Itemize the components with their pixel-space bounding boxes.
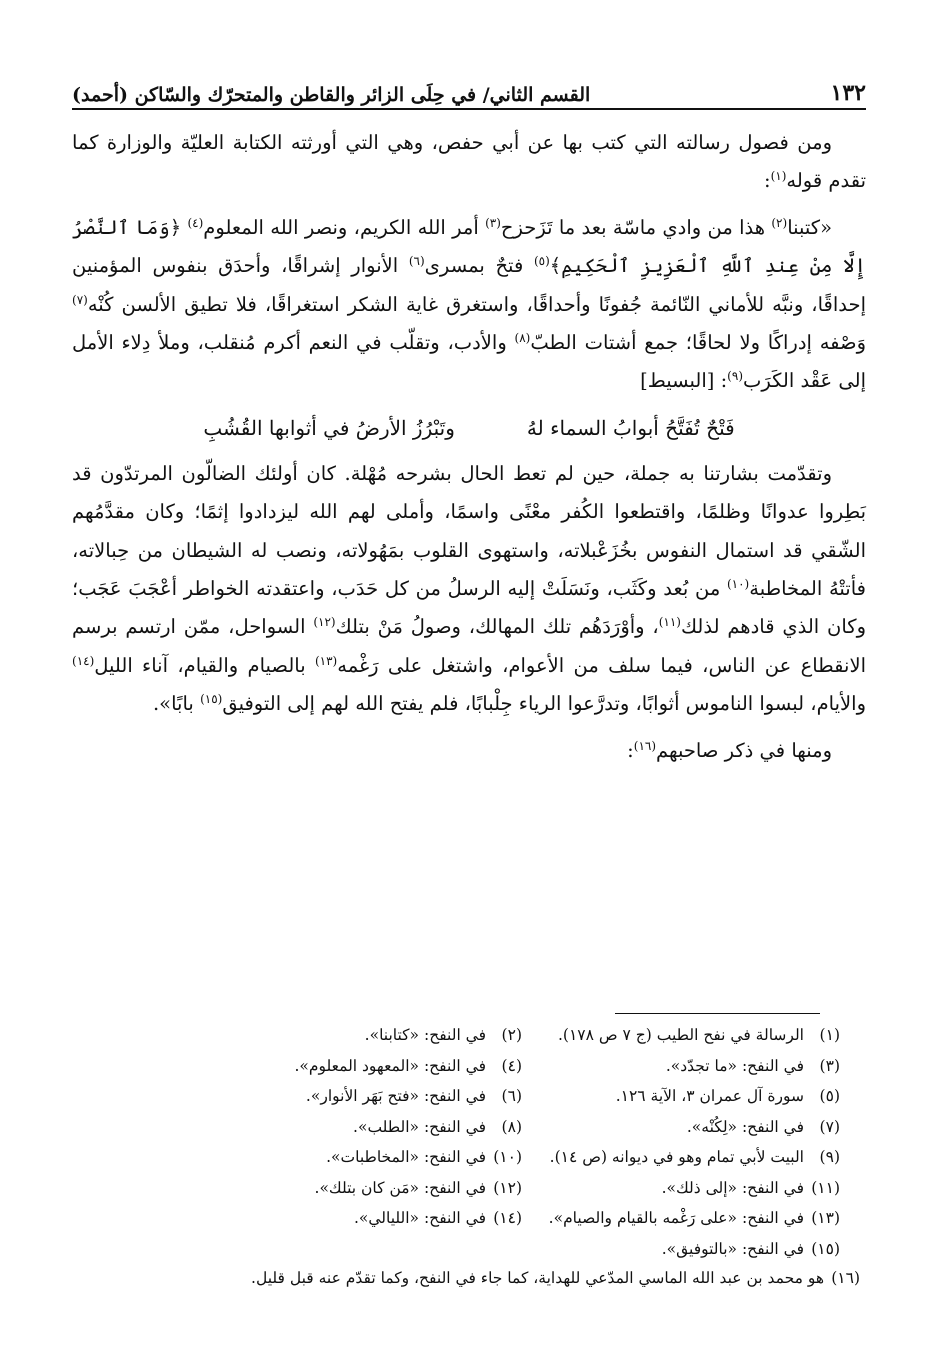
- footnote-ref-12[interactable]: (١٢): [313, 615, 336, 630]
- footnote-ref-9[interactable]: (٩): [727, 369, 743, 384]
- footnote-15: [522, 1234, 840, 1265]
- footnote-6: [204, 1081, 522, 1112]
- footnote-5: [522, 1081, 840, 1112]
- footnote-text: في النفح: «كتابنا».: [364, 1026, 486, 1044]
- footnote-text: في النفح: «لِكُنْه».: [686, 1117, 804, 1136]
- page-number: ١٣٢: [830, 80, 866, 106]
- footnote-14: [204, 1203, 522, 1234]
- footnote-number: (١٤): [493, 1209, 522, 1227]
- paragraph-1-tail: :: [764, 169, 771, 193]
- footnote-text: في النفح: «المخاطبات».: [326, 1148, 486, 1166]
- footnote-number: (١٥): [811, 1239, 840, 1258]
- footnote-row: [70, 1234, 840, 1265]
- footnotes: [70, 1020, 860, 1292]
- text-span: من بُعد وكَثَب، ونَسَلَتْ إليه الرسلُ من كل حَدَب، واعتقدته الخواطر أعْجَبَ عَجَب؛ وكان الذي قادهم لذلك: [72, 577, 866, 639]
- meter-label: : [البسيط]: [640, 369, 728, 393]
- footnote-ref-5[interactable]: (٥): [533, 254, 550, 269]
- text-span: والأيام، لبسوا الناموس أثوابًا، وتدرَّعوا الرياء جِلْبابًا، فلم يفتح الله لهم إلى التوفيق: [222, 692, 866, 716]
- quran-quote: ﴿وَمَا ٱلنَّصْرُ إِلَّا مِنْ عِندِ ٱللَّهِ ٱلْعَزِيزِ ٱلْحَكِيمِ﴾: [72, 215, 866, 278]
- footnote-ref-15[interactable]: (١٥): [200, 692, 223, 707]
- footnote-9: [522, 1142, 840, 1173]
- running-header: [72, 72, 866, 106]
- footnote-row: [70, 1142, 840, 1173]
- footnote-4: [204, 1051, 522, 1082]
- footnote-text: في النفح: «ما تجدّد».: [665, 1056, 804, 1075]
- footnote-ref-10[interactable]: (١٠): [726, 577, 750, 592]
- footnote-ref-13[interactable]: (١٣): [314, 653, 338, 668]
- footnote-number: (١٦): [831, 1269, 860, 1287]
- footnote-row: [70, 1173, 840, 1204]
- footnote-text: البيت لأبي تمام وهو في ديوانه (ص ١٤).: [549, 1148, 804, 1166]
- footnote-number: (٣): [819, 1056, 840, 1075]
- text-span: والأدب، وتقلّب في النعم أكرم مُنقلب، وملأ دِلاء الأمل إلى عَقْد الكَرَب: [72, 331, 866, 393]
- footnote-text: في النفح: «المعهود المعلوم».: [294, 1056, 486, 1075]
- paragraph-2: [72, 209, 866, 401]
- footnote-text: في النفح: «الطلب».: [353, 1117, 486, 1136]
- footnote-ref-8[interactable]: (٨): [514, 331, 531, 346]
- text-span: ، وأوْرَدَهُم تلك المهالك، وصولُ مَنْ بتلك: [335, 615, 659, 639]
- text-span: وَصْفه إدراكًا ولا لحاقًا؛ جمع أشتات الطبّ: [530, 331, 866, 355]
- text-span: الأنوار إشراقًا، وأحدَق بنفوس المؤمنين إحداقًا، ونبَّه للأماني النّائمة جُفونًا وأحداقًا، واستغرق غاية الشكر استغراقًا، فلا تطيق الألسن كُنْه: [72, 254, 866, 316]
- footnote-13: [522, 1203, 840, 1234]
- footnote-text: في النفح: «فتح بَهَر الأنوار».: [305, 1087, 486, 1105]
- footnote-row: [70, 1112, 840, 1143]
- paragraph-1-text: ومن فصول رسالته التي كتب بها عن أبي حفص، وهي التي أورثته الكتابة العليّة والوزارة كما تقدم قوله: [72, 131, 866, 193]
- footnote-text: هو محمد بن عبد الله الماسي المدّعي للهداية، كما جاء في النفح، وكما تقدّم عنه قبل قليل.: [251, 1269, 824, 1287]
- text-span: أمر الله الكريم، ونصر الله المعلوم: [203, 215, 486, 239]
- footnote-text: في النفح: «مَن كان بتلك».: [314, 1178, 486, 1197]
- main-text: [72, 124, 866, 770]
- footnote-number: (٢): [501, 1026, 522, 1044]
- text-span: بابًا».: [152, 692, 201, 716]
- footnote-number: (٧): [819, 1117, 840, 1136]
- footnote-11: [522, 1173, 840, 1204]
- footnote-number: (١): [819, 1026, 840, 1044]
- footnote-ref-4[interactable]: (٤): [187, 215, 204, 230]
- footnote-number: (١٠): [493, 1148, 522, 1166]
- text-span: فتحٌ بمسرى: [424, 254, 534, 278]
- footnote-text: في النفح: «إلى ذلك».: [661, 1178, 804, 1197]
- footnote-3: [522, 1051, 840, 1082]
- footnote-1: [522, 1020, 840, 1051]
- footnote-text: سورة آل عمران ٣، الآية ١٢٦.: [615, 1087, 804, 1105]
- footnote-text: في النفح: «على رَغْمه بالقيام والصيام».: [548, 1209, 804, 1227]
- footnote-7: [522, 1112, 840, 1143]
- footnote-10: [204, 1142, 522, 1173]
- footnote-number: (١١): [811, 1178, 840, 1197]
- poetry-verse: [72, 405, 866, 451]
- footnote-8: [204, 1112, 522, 1143]
- paragraph-4-text: ومنها في ذكر صاحبهم: [656, 738, 832, 762]
- verse-hemistich-left: وتَبْرُزُ الأرضُ في أثوابها القُشُبِ: [203, 415, 455, 440]
- footnote-ref-11[interactable]: (١١): [658, 615, 681, 630]
- text-span: «كتبنا: [787, 215, 832, 239]
- footnote-row: [70, 1203, 840, 1234]
- footnote-ref-1[interactable]: (١): [770, 169, 787, 184]
- footnote-text: في النفح: «بالتوفيق».: [661, 1239, 804, 1258]
- paragraph-3: [72, 455, 866, 724]
- footnote-text: الرسالة في نفح الطيب (ج ٧ ص ١٧٨).: [557, 1026, 804, 1044]
- footnote-number: (٩): [819, 1148, 840, 1166]
- paragraph-4: [72, 732, 866, 770]
- paragraph-4-tail: :: [627, 738, 634, 762]
- paragraph-1: [72, 124, 866, 201]
- footnote-number: (٥): [819, 1087, 840, 1105]
- footnote-ref-16[interactable]: (١٦): [633, 738, 657, 753]
- footnote-row: [70, 1020, 840, 1051]
- footnote-12: [204, 1173, 522, 1204]
- footnote-text: في النفح: «الليالي».: [353, 1209, 486, 1227]
- footnote-row: [70, 1051, 840, 1082]
- footnote-number: (١٣): [811, 1209, 840, 1227]
- footnote-ref-6[interactable]: (٦): [408, 254, 425, 269]
- text-span: وتقدّمت بشارتنا به جملة، حين لم تعط الحال بشرحه مُهْلة. كان أولئك الضالّون المرتدّون قد بَطِروا عدوانًا وظلمًا، واقتطعوا الكُفر معْنًى واسمًا، وأملى لهم الله ليزدادوا إثمًا؛ وكان مقدَّمُهم الشّقي قد استمال النفوس بخُزَعْبلاته، واستهوى القلوب بمَهُولاته، ونصب له الشيطان من حِبالاته، فأتتْهُ المخاطبة: [72, 461, 866, 601]
- running-title: القسم الثاني/ في حِلَى الزائر والقاطن والمتحرّك والسّاكن (أحمد): [72, 84, 591, 106]
- footnote-ref-7[interactable]: (٧): [72, 292, 88, 307]
- text-span: هذا من وادي ماسّة بعد ما تَزَحزح: [500, 215, 772, 239]
- header-rule: [72, 108, 866, 110]
- footnote-number: (٦): [501, 1087, 522, 1105]
- text-span: السواحل، ممّن ارتسم برسم الانقطاع عن الناس، فيما سلف من الأعوام، واشتغل على رَغْمه: [72, 615, 867, 677]
- footnote-number: (١٢): [493, 1178, 522, 1197]
- footnote-16: [70, 1264, 860, 1292]
- text-span: بالصيام والقيام، آناء الليل: [94, 653, 315, 677]
- footnote-ref-2[interactable]: (٢): [771, 215, 788, 230]
- footnote-ref-14[interactable]: (١٤): [72, 653, 95, 668]
- footnote-number: (٤): [501, 1056, 522, 1075]
- footnote-row: [70, 1081, 840, 1112]
- footnote-number: (٨): [501, 1117, 522, 1136]
- verse-hemistich-right: فَتْحٌ تُفَتَّحُ أبوابُ السماء لهُ: [526, 415, 735, 440]
- footnotes-separator: [615, 1013, 820, 1014]
- footnote-2: [204, 1020, 522, 1051]
- footnote-ref-3[interactable]: (٣): [485, 215, 501, 230]
